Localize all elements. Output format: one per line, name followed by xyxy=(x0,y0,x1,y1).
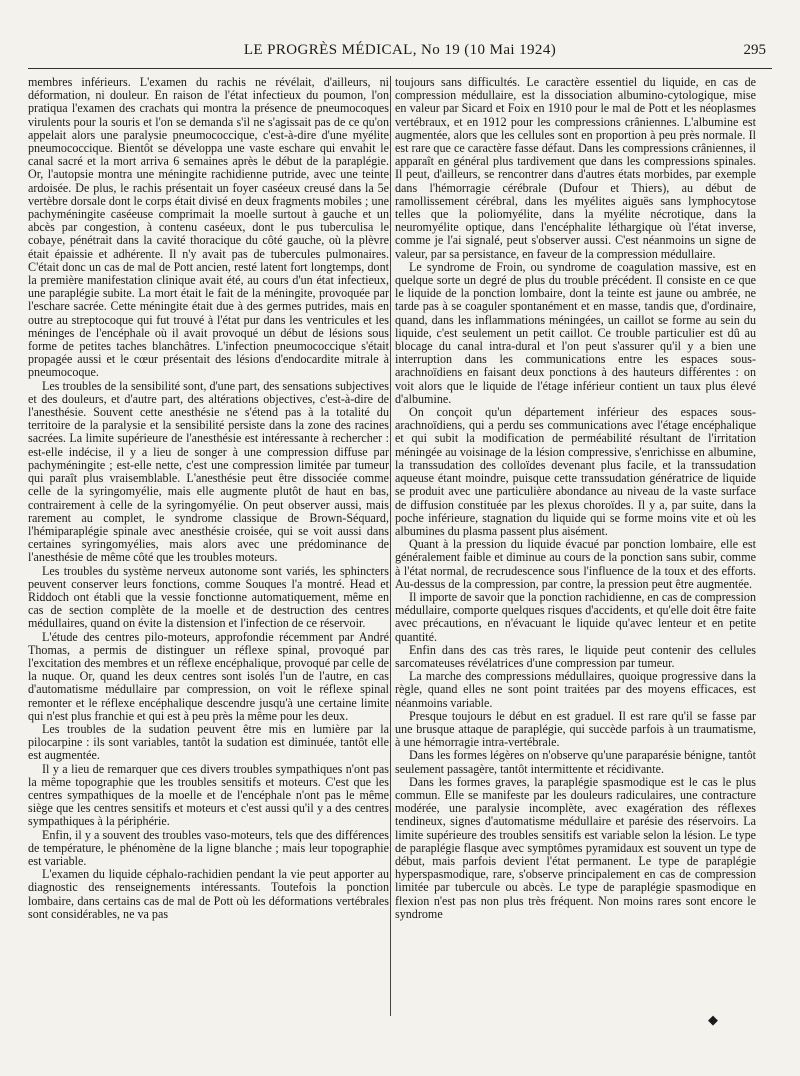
paragraph: Les troubles de la sudation peuvent être mis en lumière par la pilocarpine : ils sont variables, tantôt la sudation est diminuée, tantôt elle est augmentée. xyxy=(28,721,389,763)
paragraph: L'étude des centres pilo-moteurs, approfondie récemment par André Thomas, a permis de distinguer un réflexe spinal, provoqué par l'excitation des membres et un réflexe encéphalique, provoqué par celle de la nuque. Or, quand les deux centres sont isolés l'un de l'autre, en cas d'automatisme médullaire par compression, on voit le réflexe spinal remonter et le réflexe encéphalique descendre jusqu'à une certaine limite qui n'est plus franchie et qui est à peu près la même pour les deux. xyxy=(28,629,389,723)
section-end-ornament: ◆ xyxy=(708,1012,718,1027)
header-rule xyxy=(28,68,772,69)
paragraph: Le syndrome de Froin, ou syndrome de coagulation massive, est en quelque sorte un degré de plus du trouble précédent. Il consiste en ce que le liquide de la ponction lombaire, dont la teinte est jaune ou ambrée, ne tarde pas à se coaguler spontanément et en masse, tandis que, d'ordinaire, quand, dans les inflammations méningées, un caillot se forme au sein du liquide, c'est seulement un petit caillot. Ce trouble particulier est dû au blocage du canal intra-dural et l'on peut s'assurer qu'il y a bien une interruption dans les communications entre les espaces sous-arachnoïdiens en faisant deux ponctions à des hauteurs différentes : on voit alors que le liquide de l'étage inférieur contient un taux plus élevé d'albumine. xyxy=(395,259,756,406)
paragraph: Les troubles de la sensibilité sont, d'une part, des sensations subjectives et des douleurs, et d'autre part, des altérations objectives, c'est-à-dire de l'anesthésie. Souvent cette anesthésie ne s'étend pas à la totalité du territoire de la paralysie et la sensibilité persiste dans la zone des racines sacrées. La limite supérieure de l'anesthésie est intéressante à rechercher : est-elle indécise, il y a lieu de songer à une compression diffuse par pachyméningite ; est-elle nette, c'est une compression limitée par tumeur qui paraît plus vraisemblable. L'anesthésie peut être dissociée comme celle de la syringomyélie, mais elle augmente plutôt de haut en bas, contrairement à celle de la syringomyélie. On peut observer aussi, mais rarement au complet, le syndrome classique de Brown-Séquard, l'hémiparaplégie spinale avec anesthésie croisée, qui se voit aussi dans certaines syringomyélies, mais alors avec une prédominance de l'anesthésie de même côté que les troubles moteurs. xyxy=(28,378,389,565)
left-column xyxy=(28,76,389,921)
paragraph: Quant à la pression du liquide évacué par ponction lombaire, elle est généralement faible et diminue au cours de la ponction sans subir, comme à l'état normal, de recrudescence sous l'influence de la toux et des efforts. Au-dessus de la compression, par contre, la pression peut être augmentée. xyxy=(395,537,756,591)
paragraph: Il importe de savoir que la ponction rachidienne, en cas de compression médullaire, comporte quelques risques d'accidents, et qu'elle doit être faite avec précautions, en n'évacuant le liquide qu'avec lenteur et en petite quantité. xyxy=(395,589,756,644)
paragraph: Presque toujours le début en est graduel. Il est rare qu'il se fasse par une brusque attaque de paraplégie, qui succède parfois à un traumatisme, à une hémorragie intra-vertébrale. xyxy=(395,708,756,750)
right-column xyxy=(395,76,756,921)
paragraph: On conçoit qu'un département inférieur des espaces sous-arachnoïdiens, qui a perdu ses communications avec l'étage encéphalique et qui subit la modification de perméabilité résultant de l'irritation méningée au voisinage de la lésion compressive, s'enrichisse en albumine, la transsudation des colloïdes devenant plus facile, et la transsudation aqueuse étant moindre, puisque cette transsudation génératrice de liquide se produit avec une particulière abondance au niveau de la vaste surface de diffusion constituée par les plexus choroïdes. Il y a, par suite, dans la poche inférieure, stagnation du liquide qui se forme moins vite et où les albumines du plasma passent plus aisément. xyxy=(395,405,756,538)
running-header xyxy=(28,40,772,66)
paragraph: Les troubles du système nerveux autonome sont variés, les sphincters peuvent conserver leurs fonctions, comme Souques l'a montré. Head et Riddoch ont établi que la vessie fonctionne automatiquement, même en cas de section complète de la moelle et de destruction des centres médullaires, quand on évite la distension et l'infection de ce réservoir. xyxy=(28,563,389,631)
page-number: 295 xyxy=(743,42,766,58)
paragraph: toujours sans difficultés. Le caractère essentiel du liquide, en cas de compression médullaire, est la dissociation albumino-cytologique, mise en valeur par Sicard et Foix en 1910 pour le mal de Pott et les néoplasmes vertébraux, et en 1912 pour les compressions crâniennes. L'albumine est augmentée, alors que les cellules sont en proportion à peu près normale. Il est rare que ce caractère fasse défaut. Dans les compressions crâniennes, il apparaît en général plus tardivement que dans les compressions spinales. Il peut, d'ailleurs, se rencontrer dans d'autres états morbides, par exemple dans l'hémorragie cérébrale (Dufour et Thiers), au début de ramollissement cérébral, dans les myélites aiguës sans lymphocytose telles que la poliomyélite, dans la myélite nécrotique, dans la neuromyélite optique, dans l'encéphalite léthargique où l'état inverse, comme je l'ai signalé, peut s'observer aussi. C'est néanmoins un signe de valeur, par sa persistance, en faveur de la compression médullaire. xyxy=(395,75,756,261)
paragraph: Enfin dans des cas très rares, le liquide peut contenir des cellules sarcomateuses révélatrices d'une compression par tumeur. xyxy=(395,642,756,670)
paragraph: L'examen du liquide céphalo-rachidien pendant la vie peut apporter au diagnostic des renseignements intéressants. Toutefois la ponction lombaire, dans certains cas de mal de Pott où les déformations vertébrales sont considérables, ne va pas xyxy=(28,867,389,921)
paragraph: Dans les formes graves, la paraplégie spasmodique est le cas le plus commun. Elle se manifeste par les douleurs radiculaires, une contracture modérée, une paralysie incomplète, avec exagération des réflexes tendineux, signes d'automatisme médullaire et parésie des réservoirs. La limite supérieure des troubles sensitifs est variable selon la lésion. Le type de paraplégie flasque avec symptômes pyramidaux est souvent un type de début, mais parfois devient l'état permanent. Le type de paraplégie hyperspasmodique, rare, s'observe principalement en cas de compression limitée par tubercule ou abcès. Le type de paraplégie spasmodique en flexion n'est pas non plus très fréquent. Non moins rares sont encore le syndrome xyxy=(395,774,756,921)
column-separator xyxy=(390,76,391,1016)
journal-title: LE PROGRÈS MÉDICAL, No 19 (10 Mai 1924) xyxy=(243,42,557,58)
paragraph: membres inférieurs. L'examen du rachis ne révélait, d'ailleurs, ni déformation, ni douleur. En raison de l'état infectieux du poumon, l'on pratiqua l'examen des crachats qui montra la présence de pneumocoques virulents pour la souris et l'on se demanda s'il ne s'agissait pas de ce qu'on appelait alors une paralysie pneumococcique, c'est-à-dire d'une myélite pneumococcique. Bientôt se développa une vaste eschare qui envahit le canal sacré et la mort arriva 6 semaines après le début de la paraplégie. Or, l'autopsie montra une méningite rachidienne putride, avec une teinte ardoisée. De plus, le rachis présentait un foyer caséeux creusé dans la 5e vertèbre dorsale dont le corps était divisé en deux fragments mobiles ; une pachyméningite caséeuse comprimait la moelle surtout à gauche et un abcès par congestion, à contenu caséeux, dont le pus tuberculisa le cobaye, pénétrait dans la cavité thoracique du côté gauche, où la plèvre était épaissie et adhérente. Il n'y avait pas de tubercules pulmonaires. C'était donc un cas de mal de Pott ancien, resté latent fort longtemps, dont la première manifestation clinique avait été, au cours d'un état infectieux, une paraplégie subite. La mort était le fait de la méningite, provoquée par l'eschare sacrée. Cette méningite était due à des germes putrides, mais en outre au streptocoque qui fut trouvé à l'état pur dans les ventricules et les méninges de l'encéphale où il avait provoqué un début de lésions sous forme de petites taches blanchâtres. L'infection pneumococcique s'était propagée aussi et le cœur présentait des lésions d'endocardite mitrale à pneumocoque. xyxy=(28,75,389,380)
paragraph: Enfin, il y a souvent des troubles vaso-moteurs, tels que des différences de température, le phénomène de la ligne blanche ; mais leur topographie est variable. xyxy=(28,827,389,868)
paragraph: La marche des compressions médullaires, quoique progressive dans la règle, quand elles ne sont point traitées par des moyens efficaces, est néanmoins variable. xyxy=(395,669,756,710)
paragraph: Dans les formes légères on n'observe qu'une paraparésie bénigne, tantôt seulement passagère, tantôt intermittente et récidivante. xyxy=(395,748,756,776)
paragraph: Il y a lieu de remarquer que ces divers troubles sympathiques n'ont pas la même topographie que les troubles sensitifs et moteurs. C'est que les centres sympathiques de la moelle et de l'encéphale n'ont pas le même siège que les centres sensitifs et moteurs et c'est aussi qu'il y a des centres sympathiques à la périphérie. xyxy=(28,761,389,829)
